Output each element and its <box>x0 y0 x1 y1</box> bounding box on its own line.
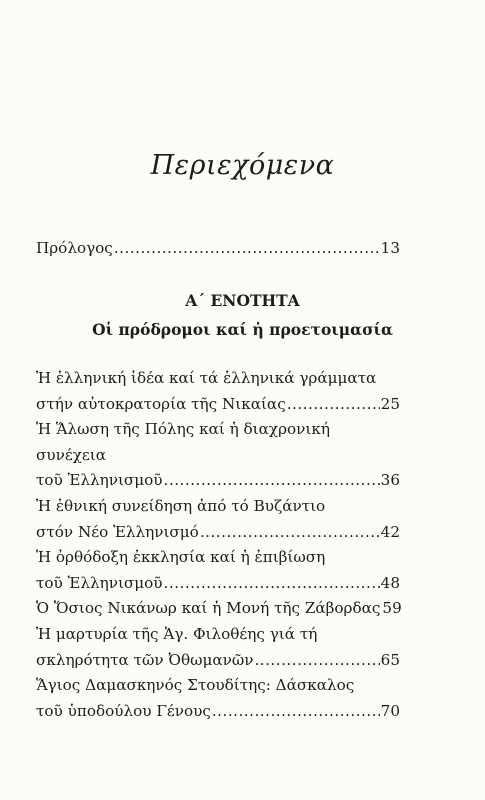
leader-dots <box>212 699 380 725</box>
entry-title-line2: στήν αὐτοκρατορία τῆς Νικαίας <box>36 394 286 413</box>
toc-entry[interactable] <box>36 673 400 724</box>
leader-dots <box>164 468 380 494</box>
entry-title-line1: Ἡ μαρτυρία τῆς Ἁγ. Φιλοθέης γιά τή <box>36 624 318 643</box>
leader-dots <box>287 392 380 418</box>
toc-list <box>36 366 400 724</box>
entry-title-line2: σκληρότητα τῶν Ὀθωμανῶν <box>36 650 254 669</box>
toc-entry-prologue[interactable] <box>36 236 400 262</box>
entry-title: Ὁ Ὅσιος Νικάνωρ καί ἡ Μονή τῆς Ζάβορδας <box>36 599 381 618</box>
page-number: 70 <box>380 701 400 720</box>
entry-title-line1: Ἡ ἑλληνική ἰδέα καί τά ἑλληνικά γράμματα <box>36 369 377 387</box>
leader-dots <box>164 571 380 597</box>
toc-entry[interactable] <box>36 545 400 596</box>
entry-title-line2: τοῦ ὑποδούλου Γένους <box>36 701 211 720</box>
page-number: 65 <box>380 650 400 669</box>
page-number: 36 <box>380 471 400 490</box>
leader-dots <box>114 236 380 262</box>
entry-title-line2: τοῦ Ἑλληνισμοῦ <box>36 471 163 490</box>
entry-title-line1: Ἡ ὀρθόδοξη ἐκκλησία καί ἡ ἐπιβίωση <box>36 548 326 567</box>
entry-title-line2: στόν Νέο Ἑλληνισμό <box>36 522 199 541</box>
entry-title-line1: Ἡ Ἅλωση τῆς Πόλης καί ἡ διαχρονική συνέχεια <box>36 420 330 464</box>
page-title: Περιεχόμενα <box>150 150 335 181</box>
section-heading: Α΄ ΕΝΟΤΗΤΑ <box>185 291 300 310</box>
entry-title-line1: Ἅγιος Δαμασκηνός Στουδίτης: Δάσκαλος <box>36 676 355 695</box>
page-number: 25 <box>380 394 400 413</box>
entry-title: Πρόλογος <box>36 239 113 257</box>
toc-entry[interactable] <box>36 494 400 545</box>
leader-dots <box>254 648 379 674</box>
toc-entry[interactable] <box>36 596 400 622</box>
leader-dots <box>200 520 380 546</box>
toc-entry[interactable] <box>36 366 400 417</box>
entry-title-line1: Ἡ ἐθνική συνείδηση ἀπό τό Βυζάντιο <box>36 496 326 515</box>
page-number: 42 <box>380 522 400 541</box>
section-subtitle: Οἱ πρόδρομοι καί ἡ προετοιμασία <box>92 320 393 339</box>
entry-title-line2: τοῦ Ἑλληνισμοῦ <box>36 573 163 592</box>
page-number: 48 <box>380 573 400 592</box>
toc-entry[interactable] <box>36 622 400 673</box>
page-number: 13 <box>380 239 400 257</box>
page-number: 59 <box>382 599 402 618</box>
toc-entry[interactable] <box>36 417 400 494</box>
